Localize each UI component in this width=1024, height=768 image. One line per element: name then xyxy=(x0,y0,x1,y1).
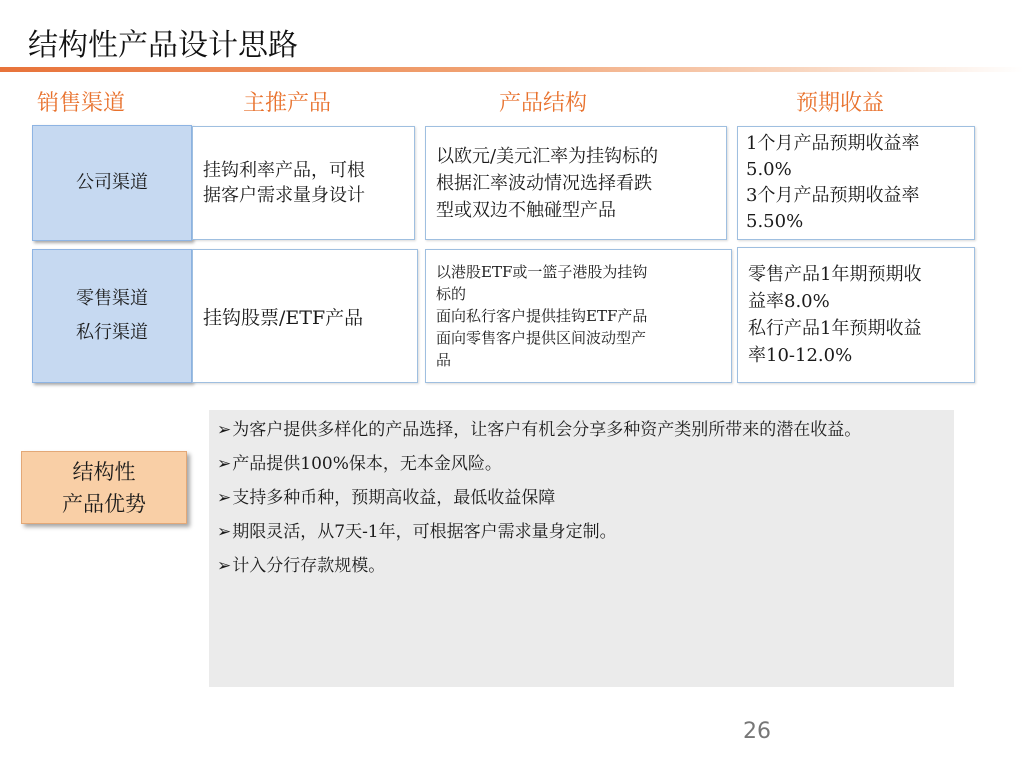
product-text-line: 据客户需求量身设计 xyxy=(203,185,365,206)
channel-cell-retail-private xyxy=(32,249,192,383)
structure-text-line: 型或双边不触碰型产品 xyxy=(436,199,616,221)
channel-cell-corporate xyxy=(32,125,192,241)
structure-text-line: 品 xyxy=(436,351,452,369)
yield-cell xyxy=(737,126,975,240)
structure-cell xyxy=(425,249,732,383)
header-product-structure: 产品结构 xyxy=(499,91,588,116)
product-cell xyxy=(192,249,418,383)
advantage-item xyxy=(217,416,944,444)
advantages-label-line: 结构性 xyxy=(72,459,136,484)
product-text-line: 挂钩股票/ETF产品 xyxy=(203,306,364,329)
advantage-item xyxy=(217,518,944,546)
yield-text-line: 5.50% xyxy=(746,211,804,232)
yield-text-line: 5.0% xyxy=(746,159,792,180)
yield-text-line: 3个月产品预期收益率 xyxy=(746,185,920,206)
product-text-line: 挂钩利率产品，可根 xyxy=(203,160,365,181)
structure-text-line: 根据汇率波动情况选择看跌 xyxy=(436,172,652,194)
advantage-text: 支持多种币种，预期高收益，最低收益保障 xyxy=(232,488,556,508)
arrow-bullet-icon: ➢ xyxy=(217,556,232,576)
advantage-item xyxy=(217,552,944,580)
header-expected-yield: 预期收益 xyxy=(796,91,885,116)
arrow-bullet-icon: ➢ xyxy=(217,454,232,474)
product-cell xyxy=(192,126,415,240)
structure-text-line: 面向零售客户提供区间波动型产 xyxy=(436,329,647,347)
structure-text-line: 标的 xyxy=(436,285,467,303)
advantage-text: 期限灵活，从7天-1年，可根据客户需求量身定制。 xyxy=(232,522,617,542)
arrow-bullet-icon: ➢ xyxy=(217,488,232,508)
advantage-item xyxy=(217,484,944,512)
yield-text-line: 零售产品1年期预期收 xyxy=(748,264,922,285)
page-title: 结构性产品设计思路 xyxy=(28,28,298,63)
yield-text-line: 1个月产品预期收益率 xyxy=(746,133,920,154)
channel-label: 私行渠道 xyxy=(76,322,148,343)
advantage-text: 产品提供100%保本，无本金风险。 xyxy=(232,454,502,474)
header-sales-channel: 销售渠道 xyxy=(37,91,126,116)
page-number: 26 xyxy=(743,719,771,744)
title-divider xyxy=(0,67,1024,72)
advantage-item xyxy=(217,450,944,478)
channel-label: 零售渠道 xyxy=(76,288,148,309)
structure-text-line: 以欧元/美元汇率为挂钩标的 xyxy=(436,145,659,167)
advantage-text: 计入分行存款规模。 xyxy=(232,556,386,576)
advantages-label-line: 产品优势 xyxy=(62,491,146,516)
yield-cell xyxy=(737,247,975,383)
arrow-bullet-icon: ➢ xyxy=(217,522,232,542)
channel-label: 公司渠道 xyxy=(76,172,148,193)
yield-text-line: 率10-12.0% xyxy=(748,345,853,366)
yield-text-line: 益率8.0% xyxy=(748,291,830,312)
advantages-panel xyxy=(209,410,954,687)
advantages-label xyxy=(21,451,187,524)
yield-text-line: 私行产品1年预期收益 xyxy=(748,318,922,339)
arrow-bullet-icon: ➢ xyxy=(217,420,232,440)
header-main-product: 主推产品 xyxy=(243,91,332,116)
structure-cell xyxy=(425,126,727,240)
advantage-text: 为客户提供多样化的产品选择，让客户有机会分享多种资产类别所带来的潜在收益。 xyxy=(232,420,862,440)
structure-text-line: 面向私行客户提供挂钩ETF产品 xyxy=(436,307,648,325)
structure-text-line: 以港股ETF或一篮子港股为挂钩 xyxy=(436,263,648,281)
